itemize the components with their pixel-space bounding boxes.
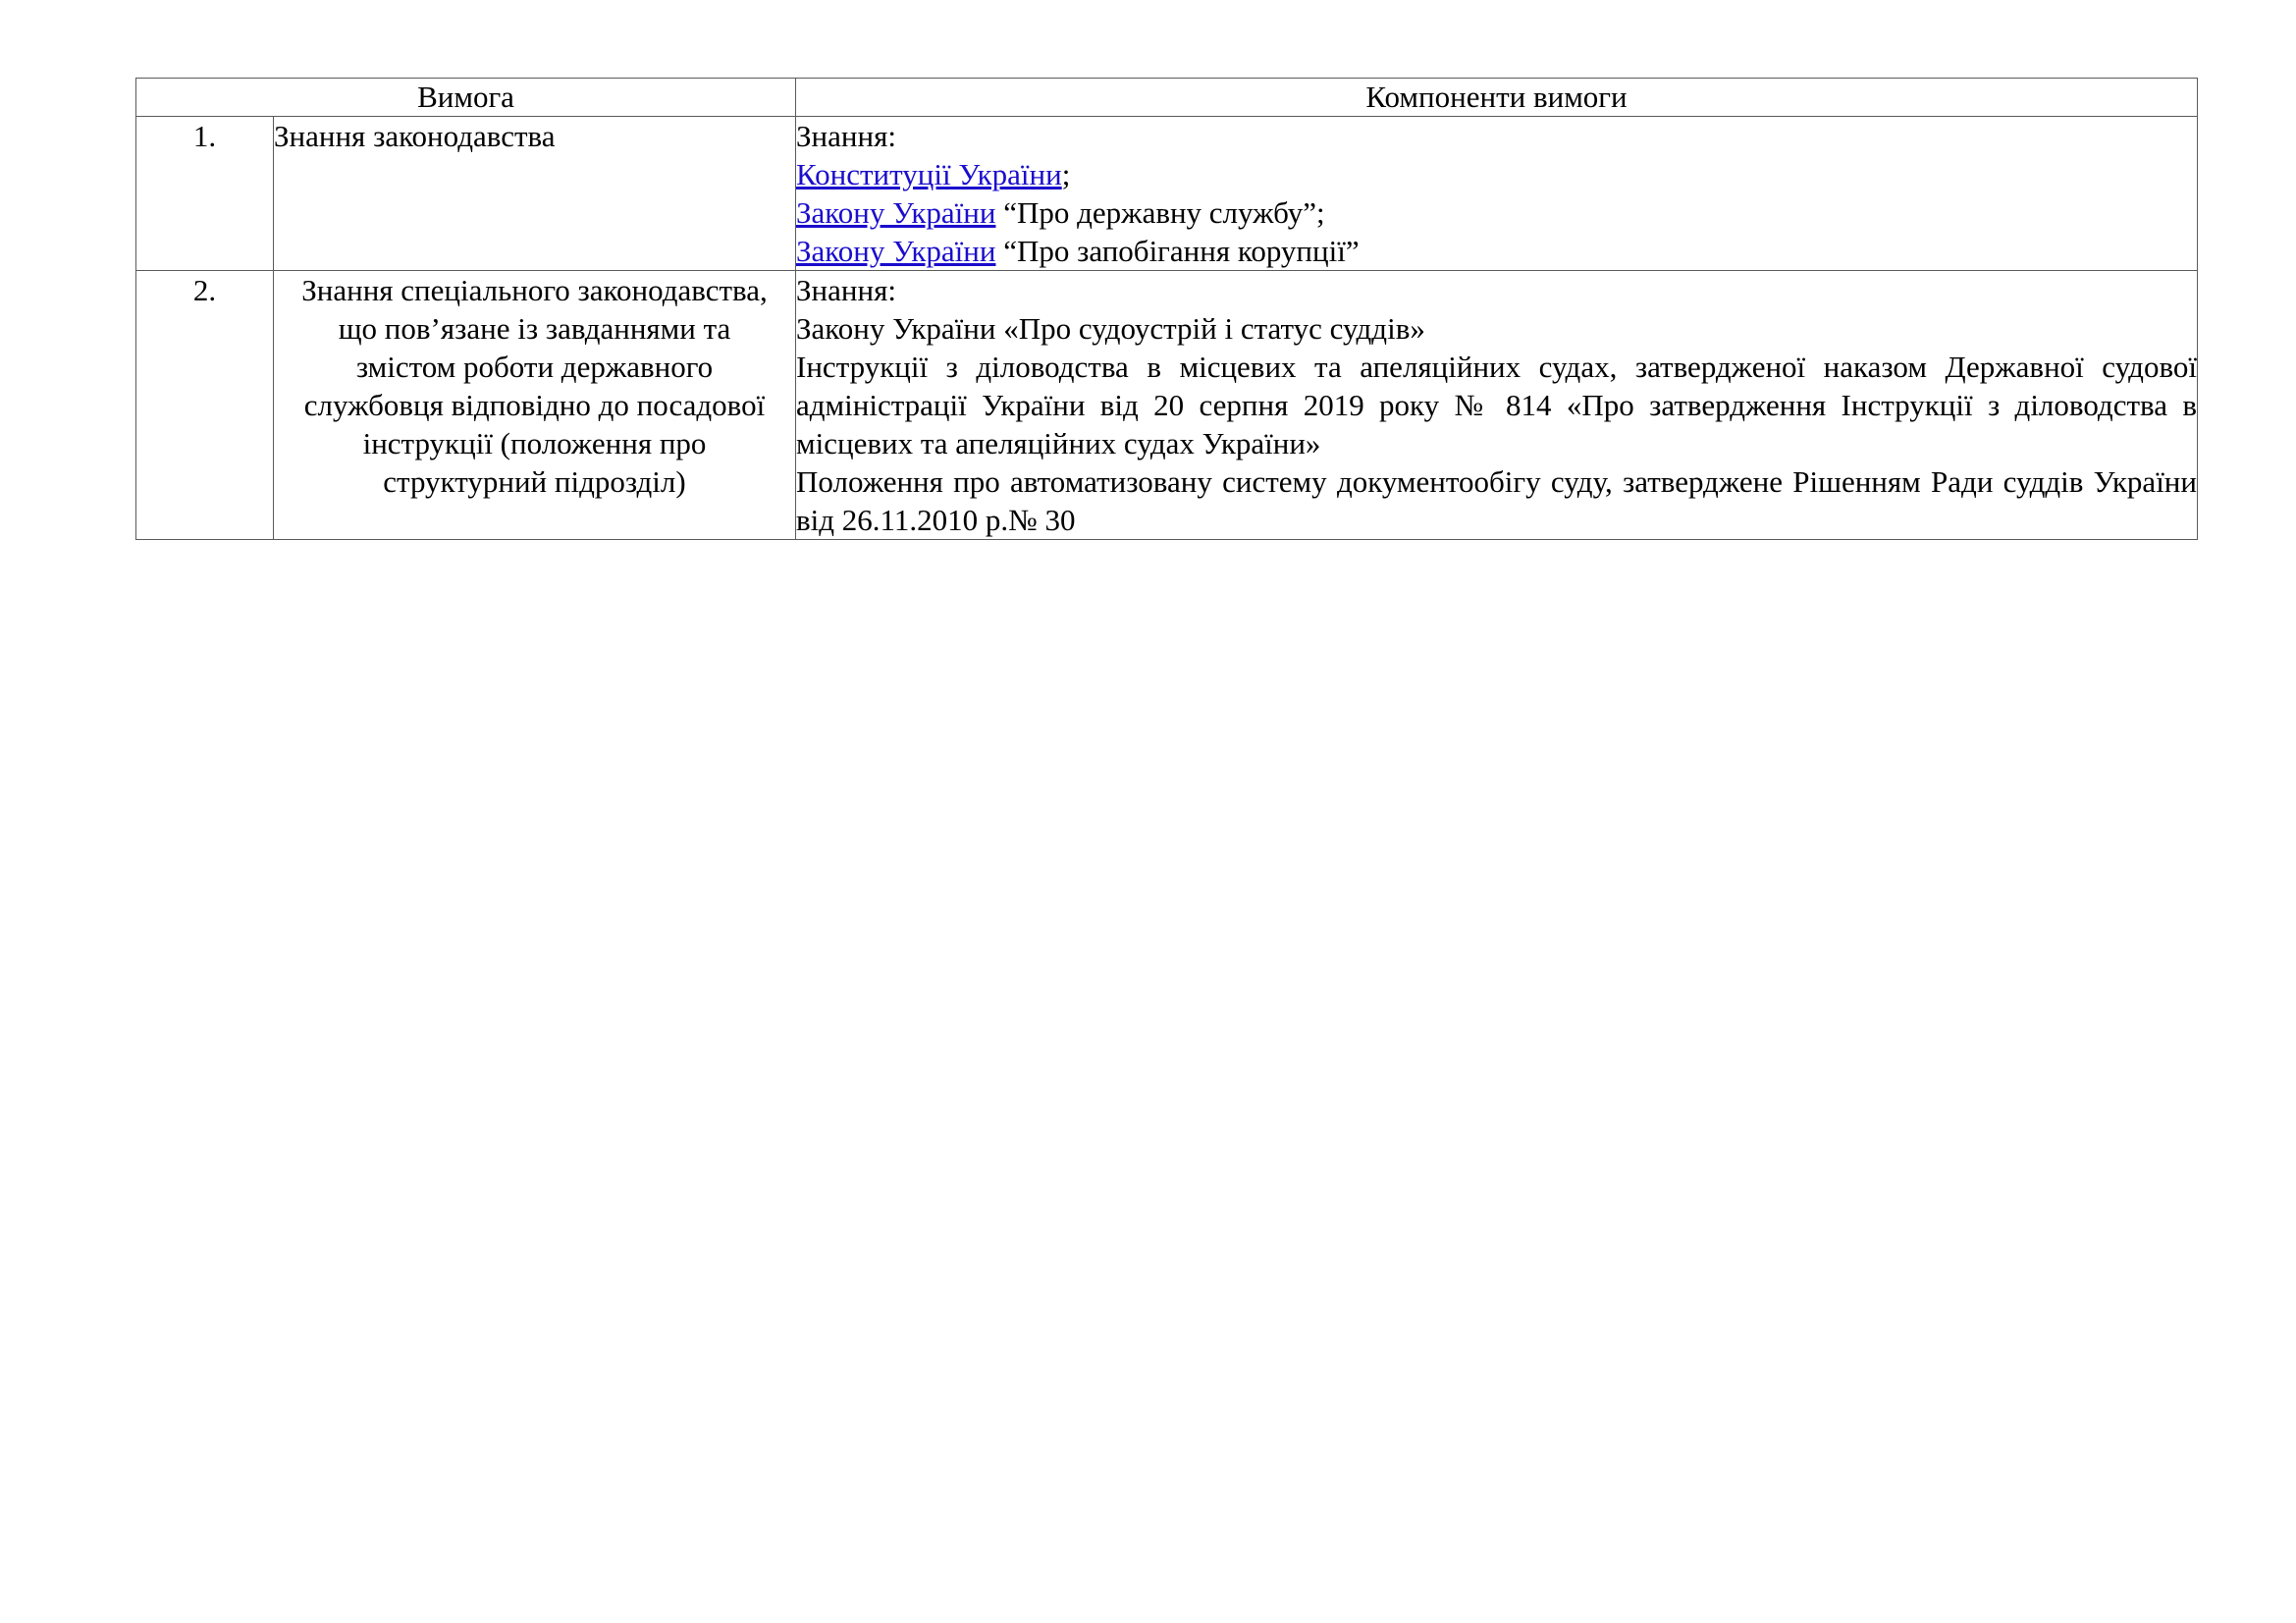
table-row	[136, 271, 2198, 540]
header-components: Компоненти вимоги	[796, 79, 2198, 117]
civil-service-law-link[interactable]: Закону України	[796, 195, 996, 230]
component-item	[796, 155, 2197, 193]
constitution-link[interactable]: Конституції України	[796, 157, 1062, 191]
requirements-table	[135, 78, 2198, 540]
anti-corruption-law-link[interactable]: Закону України	[796, 234, 996, 268]
components-intro: Знання:	[796, 119, 896, 153]
row-number: 2.	[136, 271, 274, 540]
component-item: Закону України «Про судоустрій і статус суддів»	[796, 311, 1425, 346]
requirement-line: інструкції (положення про	[362, 426, 707, 460]
requirement-line: структурний підрозділ)	[383, 464, 686, 499]
requirement-cell	[274, 271, 796, 540]
component-item: Положення про автоматизовану систему документообігу суду, затверджене Рішенням Ради суддів України від 26.11.2010 р.№ 30	[796, 464, 2197, 537]
component-item	[796, 232, 2197, 270]
component-item-tail: “Про запобігання корупції”	[995, 234, 1360, 268]
requirement-line: змістом роботи державного	[355, 350, 714, 384]
components-intro: Знання:	[796, 273, 896, 307]
requirement-cell: Знання законодавства	[274, 117, 796, 271]
table-row	[136, 117, 2198, 271]
components-cell	[796, 117, 2198, 271]
component-item: Інструкції з діловодства в місцевих та апеляційних судах, затвердженої наказом Державної судової адміністрації України від 20 серпня 2019 року № 814 «Про затвердження Інструкції з діловодства в місцевих та апеляційних судах України»	[796, 350, 2197, 460]
table-header-row	[136, 79, 2198, 117]
row-number: 1.	[136, 117, 274, 271]
requirement-line: що пов’язане із завданнями та	[338, 311, 731, 346]
components-cell	[796, 271, 2198, 540]
component-item-tail: “Про державну службу”;	[995, 195, 1325, 230]
requirement-line: Знання спеціального законодавства,	[301, 273, 768, 307]
component-item-tail: ;	[1061, 157, 1071, 191]
component-item	[796, 193, 2197, 232]
header-requirement: Вимога	[136, 79, 796, 117]
requirement-line: службовця відповідно до посадової	[303, 388, 766, 422]
